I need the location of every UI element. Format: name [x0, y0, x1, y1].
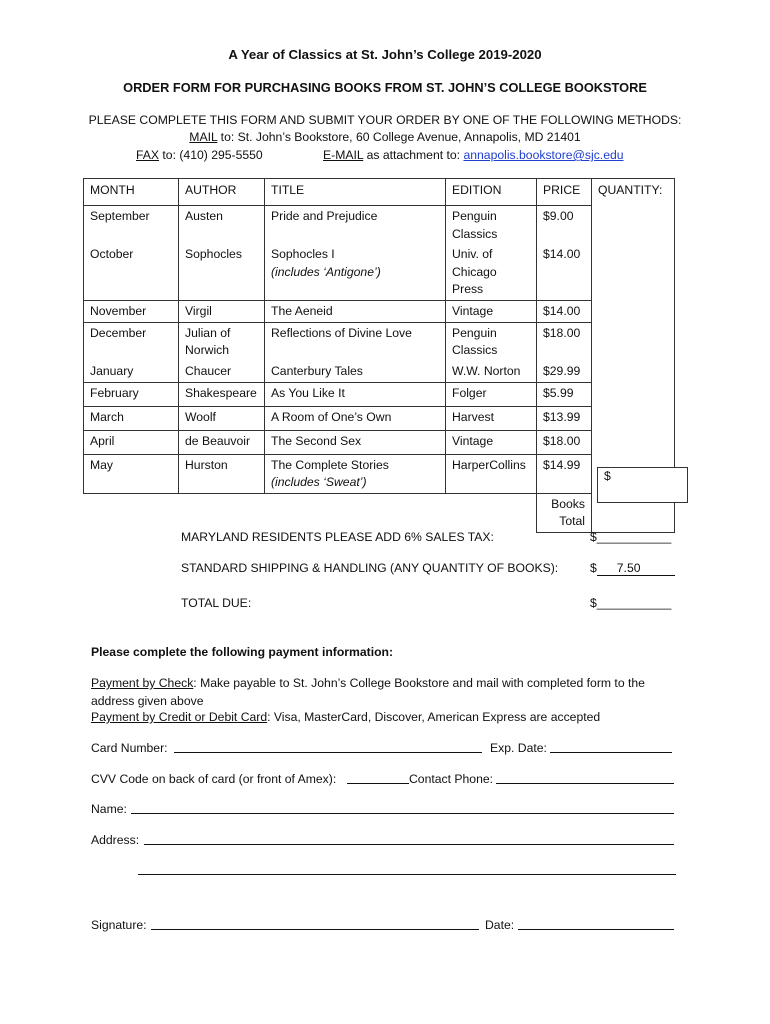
table-row: [84, 406, 675, 430]
exp-date-input[interactable]: [550, 752, 672, 753]
mail-label: MAIL: [189, 130, 218, 144]
table-row: [84, 300, 675, 322]
check-label: Payment by Check: [91, 676, 194, 690]
title-text: The Complete Stories: [271, 457, 389, 472]
shipping-dollar: $: [590, 561, 597, 575]
total-due-label: TOTAL DUE:: [181, 596, 252, 610]
month-cell: September: [84, 206, 179, 245]
month-cell: January: [84, 361, 179, 383]
sales-tax-label: MARYLAND RESIDENTS PLEASE ADD 6% SALES TAX:: [181, 530, 494, 544]
title-cell: The Second Sex: [265, 430, 446, 454]
shipping-field: [590, 561, 675, 576]
payment-check: [91, 675, 681, 710]
payment-card: [91, 709, 681, 727]
page-title: A Year of Classics at St. John’s College 2019-2020: [228, 47, 542, 62]
edition-cell: Univ. of Chicago Press: [446, 244, 537, 300]
books-table: [83, 178, 675, 533]
edition-cell: Folger: [446, 382, 537, 406]
signature-label: Signature:: [91, 918, 147, 932]
author-cell: Sophocles: [179, 244, 265, 300]
price-cell: $13.99: [537, 406, 592, 430]
title-cell: Canterbury Tales: [265, 361, 446, 383]
author-cell: Woolf: [179, 406, 265, 430]
fax-number: to: (410) 295-5550: [159, 148, 263, 162]
price-cell: $5.99: [537, 382, 592, 406]
email-text: as attachment to:: [363, 148, 464, 162]
table-row: [84, 454, 675, 493]
title-note: (includes ‘Antigone’): [271, 264, 381, 279]
edition-cell: W.W. Norton: [446, 361, 537, 383]
books-total-value[interactable]: [597, 467, 688, 503]
cvv-label: CVV Code on back of card (or front of Amex):: [91, 772, 337, 786]
title-cell: A Room of One’s Own: [265, 406, 446, 430]
total-due-field[interactable]: $___________: [590, 596, 672, 610]
table-row: [84, 206, 675, 245]
edition-cell: Vintage: [446, 430, 537, 454]
month-cell: May: [84, 454, 179, 493]
title-cell: As You Like It: [265, 382, 446, 406]
email-link[interactable]: annapolis.bookstore@sjc.edu: [463, 148, 624, 162]
author-cell: Chaucer: [179, 361, 265, 383]
name-label: Name:: [91, 802, 127, 816]
table-row: [84, 382, 675, 406]
month-cell: October: [84, 244, 179, 300]
header-author: AUTHOR: [179, 179, 265, 206]
mail-address: to: St. John’s Bookstore, 60 College Avenue, Annapolis, MD 21401: [217, 130, 581, 144]
month-cell: March: [84, 406, 179, 430]
card-number-input[interactable]: [174, 752, 482, 753]
month-cell: December: [84, 322, 179, 361]
edition-cell: Vintage: [446, 300, 537, 322]
title-text: Sophocles I: [271, 247, 335, 261]
books-total-label: Books Total: [537, 493, 592, 532]
title-cell: [265, 454, 446, 493]
address-input-line-2[interactable]: [138, 874, 676, 875]
edition-cell: Harvest: [446, 406, 537, 430]
month-cell: April: [84, 430, 179, 454]
card-number-label: Card Number:: [91, 741, 168, 755]
price-cell: $18.00: [537, 430, 592, 454]
address-label: Address:: [91, 833, 140, 847]
instructions: PLEASE COMPLETE THIS FORM AND SUBMIT YOUR ORDER BY ONE OF THE FOLLOWING METHODS:: [88, 113, 682, 127]
price-cell: $14.99: [537, 454, 592, 493]
price-cell: $14.00: [537, 244, 592, 300]
books-total-dollar: $: [604, 469, 611, 483]
email-label: E-MAIL: [323, 148, 364, 162]
month-cell: November: [84, 300, 179, 322]
form-subtitle: ORDER FORM FOR PURCHASING BOOKS FROM ST. JOHN’S COLLEGE BOOKSTORE: [123, 80, 647, 95]
sales-tax-field[interactable]: $___________: [590, 530, 672, 544]
name-input[interactable]: [131, 813, 674, 814]
table-row: [84, 322, 675, 361]
fax-method: [136, 148, 263, 162]
card-text: : Visa, MasterCard, Discover, American Express are accepted: [267, 710, 601, 724]
header-quantity: QUANTITY:: [592, 179, 675, 533]
exp-date-label: Exp. Date:: [490, 741, 547, 755]
contact-phone-input[interactable]: [496, 783, 674, 784]
table-row: [84, 430, 675, 454]
title-note: (includes ‘Sweat’): [271, 475, 367, 489]
fax-label: FAX: [136, 148, 160, 162]
author-cell: Hurston: [179, 454, 265, 493]
card-label: Payment by Credit or Debit Card: [91, 710, 268, 724]
table-header-row: [84, 179, 675, 206]
header-price: PRICE: [537, 179, 592, 206]
edition-cell: HarperCollins: [446, 454, 537, 493]
header-title: TITLE: [265, 179, 446, 206]
table-row: [84, 361, 675, 383]
author-cell: Austen: [179, 206, 265, 245]
signature-date-input[interactable]: [518, 929, 674, 930]
address-input-line-1[interactable]: [144, 844, 674, 845]
price-cell: $14.00: [537, 300, 592, 322]
payment-heading: Please complete the following payment information:: [91, 645, 394, 659]
shipping-value: 7.50: [597, 561, 675, 576]
price-cell: $18.00: [537, 322, 592, 361]
edition-cell: Penguin Classics: [446, 206, 537, 245]
title-cell: The Aeneid: [265, 300, 446, 322]
contact-phone-label: Contact Phone:: [409, 772, 494, 786]
cvv-input[interactable]: [347, 783, 409, 784]
author-cell: Julian of Norwich: [179, 322, 265, 361]
edition-cell: Penguin Classics: [446, 322, 537, 361]
mail-method: [0, 130, 770, 144]
email-method: [323, 148, 624, 162]
header-edition: EDITION: [446, 179, 537, 206]
header-month: MONTH: [84, 179, 179, 206]
title-cell: [265, 244, 446, 300]
price-cell: $9.00: [537, 206, 592, 245]
table-row: [84, 244, 675, 300]
title-cell: Reflections of Divine Love: [265, 322, 446, 361]
shipping-label: STANDARD SHIPPING & HANDLING (ANY QUANTITY OF BOOKS):: [181, 561, 559, 575]
author-cell: Virgil: [179, 300, 265, 322]
author-cell: de Beauvoir: [179, 430, 265, 454]
signature-date-label: Date:: [485, 918, 515, 932]
books-total-row: [84, 493, 675, 532]
check-text: : Make payable to St. John’s College Bookstore and mail with completed form to the address given above: [91, 676, 645, 708]
author-cell: Shakespeare: [179, 382, 265, 406]
title-cell: Pride and Prejudice: [265, 206, 446, 245]
month-cell: February: [84, 382, 179, 406]
signature-input[interactable]: [151, 929, 479, 930]
price-cell: $29.99: [537, 361, 592, 383]
